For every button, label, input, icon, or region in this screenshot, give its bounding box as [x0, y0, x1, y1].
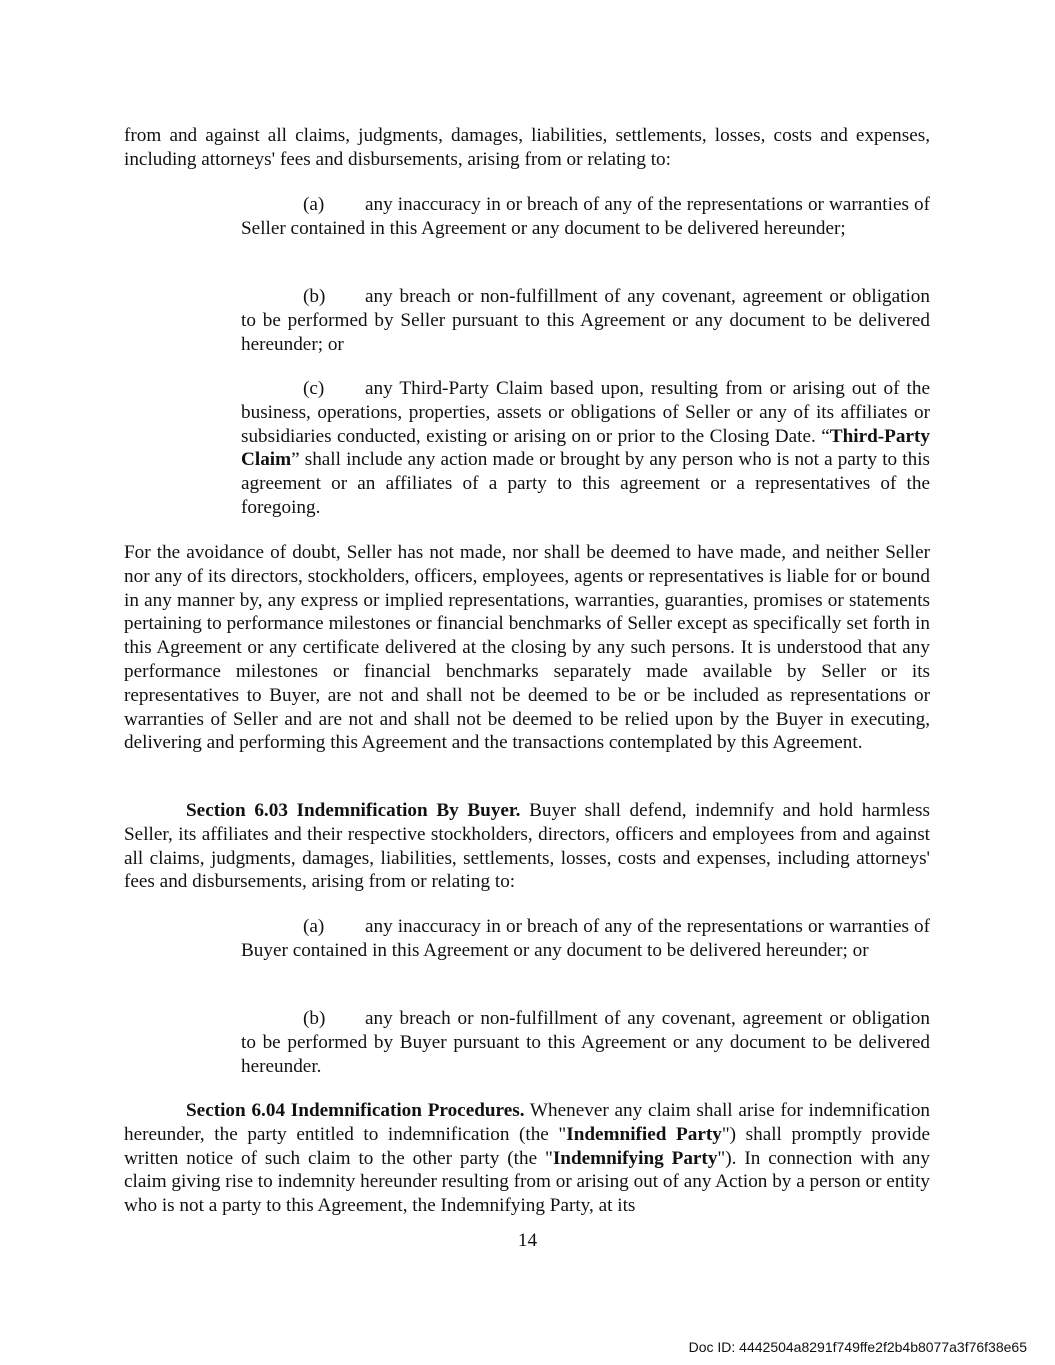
- section-6-03: [124, 799, 930, 894]
- section-heading: Section 6.04 Indemnification Procedures.: [186, 1100, 525, 1121]
- avoidance-paragraph: For the avoidance of doubt, Seller has not made, nor shall be deemed to have made, and neither Seller nor any of its directors, stockholders, officers, employees, agents or representatives is liable for or bound in any manner by, any express or implied representations, warranties, guaranties, promises or statements pertaining to performance milestones or financial benchmarks of Seller except as specifically set forth in this Agreement or any certificate delivered at the closing by any such persons. It is understood that any performance milestones or financial benchmarks separately made available by Seller or its representatives to Buyer, are not and shall not be deemed to be or be included as representations or warranties of Seller and are not and shall not be deemed to be relied upon by the Buyer in executing, delivering and performing this Agreement and the transactions contemplated by this Agreement.: [124, 542, 930, 754]
- section-text: "). In connection with any claim giving rise to indemnity hereunder resulting from or arising out of any Action by a person or entity who is not a party to this Agreement, the Indemnifying Party, at its: [124, 1147, 930, 1217]
- item-text: any breach or non-fulfillment of any covenant, agreement or obligation to be performed by Seller pursuant to this Agreement or any document to be delivered hereunder; or: [241, 286, 930, 355]
- item-text: any inaccuracy in or breach of any of the representations or warranties of Buyer contained in this Agreement or any document to be delivered hereunder; or: [241, 916, 930, 961]
- section-heading: Section 6.03 Indemnification By Buyer.: [186, 800, 521, 821]
- item-text: any breach or non-fulfillment of any covenant, agreement or obligation to be performed by Buyer pursuant to this Agreement or any document to be delivered hereunder.: [241, 1008, 930, 1077]
- item-label: (a): [303, 916, 325, 937]
- buyer-item-b: [241, 1007, 930, 1078]
- section-text: Buyer shall defend, indemnify and hold harmless Seller, its affiliates and their respective stockholders, directors, officers and employees from and against all claims, judgments, damages, liabilities, settlements, losses, costs and expenses, including attorneys' fees and disbursements, arising from or relating to:: [124, 800, 930, 893]
- seller-item-c: [241, 377, 930, 520]
- section-text: ") shall promptly provide written notice of such claim to the other party (the ": [124, 1123, 930, 1169]
- item-text: any Third-Party Claim based upon, resulting from or arising out of the business, operations, properties, assets or obligations of Seller or any of its affiliates or subsidiaries conducted, existing or arising on or prior to the Closing Date. “: [241, 378, 930, 447]
- defined-term: Indemnified Party: [566, 1123, 722, 1145]
- item-text: any inaccuracy in or breach of any of the representations or warranties of Seller contained in this Agreement or any document to be delivered hereunder;: [241, 194, 930, 239]
- defined-term: Third-Party Claim: [241, 425, 930, 471]
- defined-term: Indemnifying Party: [552, 1147, 718, 1169]
- buyer-item-a: [241, 915, 930, 963]
- section-6-04: [124, 1099, 930, 1218]
- seller-item-a: [241, 193, 930, 241]
- section-text: Whenever any claim shall arise for indemnification hereunder, the party entitled to indemnification (the ": [124, 1100, 931, 1145]
- seller-item-b: [241, 285, 930, 356]
- page-number: 14: [517, 1230, 538, 1251]
- doc-id-footer: Doc ID: 4442504a8291f749ffe2f2b4b8077a3f76f38e65: [688, 1339, 1027, 1355]
- item-label: (b): [303, 286, 326, 307]
- item-text: ” shall include any action made or brought by any person who is not a party to this agreement or an affiliates of a party to this agreement or a representatives of the foregoing.: [241, 449, 930, 518]
- item-label: (b): [303, 1008, 326, 1029]
- item-label: (a): [303, 194, 325, 215]
- item-label: (c): [303, 378, 325, 399]
- intro-paragraph: from and against all claims, judgments, damages, liabilities, settlements, losses, costs and expenses, including attorneys' fees and disbursements, arising from or relating to:: [124, 125, 930, 170]
